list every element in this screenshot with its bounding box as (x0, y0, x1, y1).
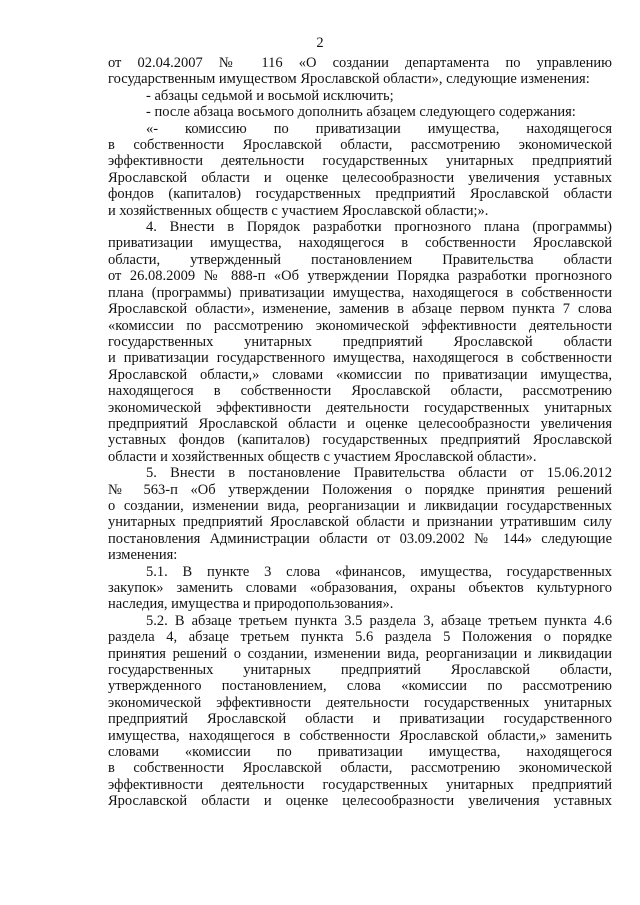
text-line: «комиссии по рассмотрению экономической эффективности деятельности (108, 317, 612, 334)
text-line: о создании, изменении вида, реорганизации и ликвидации государственных (108, 497, 612, 514)
text-line: плана (программы) приватизации имущества, находящегося в собственности (108, 284, 612, 301)
text-line: от 26.08.2009 № 888-п «Об утверждении Порядка разработки прогнозного (108, 268, 612, 285)
text-line: унитарных предприятий Ярославской области и признании утратившим силу (108, 514, 612, 531)
text-line: экономической эффективности деятельности государственных унитарных (108, 399, 612, 416)
text-line: наследия, имущества и природопользования». (108, 596, 394, 613)
text-line: в собственности Ярославской области, рассмотрению экономической (108, 760, 612, 777)
text-line: экономической эффективности деятельности государственных унитарных (108, 694, 612, 711)
text-line: 5.2. В абзаце третьем пункта 3.5 раздела 3, абзаце третьем пункта 4.6 (146, 612, 612, 629)
text-line: раздела 4, абзаце третьем пункта 5.6 раздела 5 Положения о порядке (108, 629, 612, 646)
text-line: № 563-п «Об утверждении Положения о порядке принятия решений (108, 481, 612, 498)
text-line: Ярославской области и оценке целесообразности увеличения уставных (108, 169, 612, 186)
text-line: Ярославской области и оценке целесообразности увеличения уставных (108, 793, 612, 810)
text-line: имущества, находящегося в собственности Ярославской области,» заменить (108, 727, 612, 744)
text-line: и приватизации государственного имущества, находящегося в собственности (108, 350, 612, 367)
text-line: приватизации имущества, находящегося в собственности Ярославской (108, 235, 612, 252)
text-line: государственных унитарных предприятий Ярославской области, (108, 662, 612, 679)
text-line: эффективности деятельности государственных унитарных предприятий (108, 153, 612, 170)
text-line: эффективности деятельности государственных унитарных предприятий (108, 776, 612, 793)
text-line: в собственности Ярославской области, рассмотрению экономической (108, 137, 612, 154)
text-line: - абзацы седьмой и восьмой исключить; (146, 87, 394, 104)
text-line: уставных фондов (капиталов) государственных предприятий Ярославской (108, 432, 612, 449)
text-line: предприятий Ярославской области и приватизации государственного (108, 711, 612, 728)
text-line: постановления Администрации области от 03.09.2002 № 144» следующие (108, 530, 612, 547)
text-line: от 02.04.2007 № 116 «О создании департамента по управлению (108, 55, 612, 71)
text-line: фондов (капиталов) государственных предприятий Ярославской области (108, 186, 612, 203)
text-line: 4. Внести в Порядок разработки прогнозного плана (программы) (146, 219, 612, 236)
document-body (108, 55, 612, 810)
text-line: Ярославской области», изменение, заменив в абзаце первом пункта 7 слова (108, 301, 612, 318)
text-line: - после абзаца восьмого дополнить абзацем следующего содержания: (146, 104, 576, 121)
text-line: государственных унитарных предприятий Ярославской области (108, 333, 612, 350)
text-line: предприятий Ярославской области и оценке целесообразности увеличения (108, 415, 612, 432)
text-line: изменения: (108, 547, 178, 564)
text-line: «- комиссию по приватизации имущества, находящегося (146, 120, 612, 137)
text-line: 5. Внести в постановление Правительства области от 15.06.2012 (146, 465, 612, 482)
text-line: утвержденного постановлением, слова «комиссии по рассмотрению (108, 678, 612, 695)
text-line: области, утвержденный постановлением Правительства области (108, 251, 612, 268)
text-line: принятия решений о создании, изменении вида, реорганизации и ликвидации (108, 645, 612, 662)
text-line: государственным имуществом Ярославской области», следующие изменения: (108, 71, 590, 88)
text-line: Ярославской области,» словами «комиссии по приватизации имущества, (108, 366, 612, 383)
text-line: и хозяйственных обществ с участием Ярославской области;». (108, 202, 489, 219)
text-line: области и хозяйственных обществ с участием Ярославской области». (108, 448, 537, 465)
text-line: находящегося в собственности Ярославской области, рассмотрению (108, 383, 612, 400)
text-line: 5.1. В пункте 3 слова «финансов, имущества, государственных (146, 563, 612, 580)
text-line: словами «комиссии по приватизации имущества, находящегося (108, 744, 612, 761)
page-number: 2 (316, 35, 324, 51)
text-line: закупок» заменить словами «образования, охраны объектов культурного (108, 580, 612, 596)
